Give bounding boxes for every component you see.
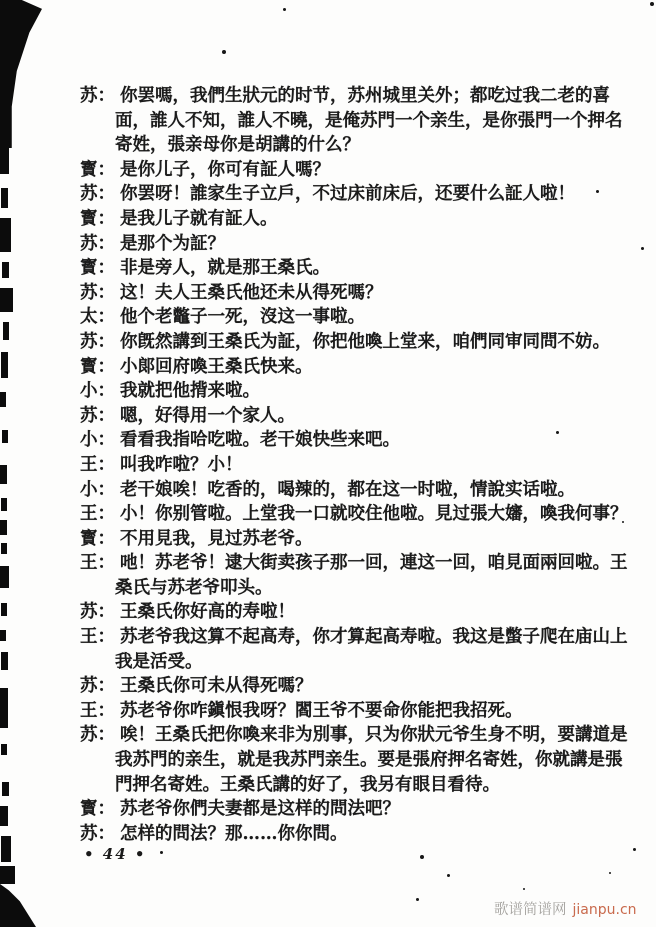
dialogue-line (80, 576, 636, 601)
dialogue-line (80, 109, 636, 134)
scan-artifact (0, 465, 7, 484)
dialogue-text: 桑氏与苏老爷叩头。 (115, 577, 273, 598)
dialogue-text: 小郞回府喚王桑氏快来。 (120, 356, 313, 377)
speaker-label: 苏： (80, 86, 115, 106)
scan-artifact (0, 392, 6, 407)
dialogue-text: 小！你别管啦。上堂我一口就咬住他啦。見过張大嬸，喚我何事？ (120, 504, 628, 525)
scan-artifact (1, 836, 11, 862)
scan-artifact (2, 262, 9, 278)
scan-artifact (0, 148, 9, 174)
dialogue-line (80, 748, 636, 773)
dialogue-text: 我苏門的亲生，就是我苏門亲生。要是張府押名寄姓，你就講是張 (115, 750, 623, 771)
dialogue-text: 門押名寄姓。王桑氏講的好了，我另有眼目看待。 (115, 774, 500, 795)
scan-artifact (1, 543, 7, 554)
dialogue-text: 嗯，好得用一个家人。 (120, 405, 295, 426)
scan-artifact (0, 520, 7, 535)
scan-artifact (3, 322, 9, 340)
dialogue-text: 寄姓，張亲母你是胡講的什么？ (115, 135, 360, 156)
speaker-label: 太： (80, 307, 115, 328)
dialogue-line (80, 502, 636, 527)
dialogue-text: 王桑氏你可未从得死嗎？ (120, 676, 313, 697)
scan-artifact (1, 352, 8, 378)
ink-speck (416, 898, 419, 901)
dialogue-text: 看看我指哈吃啦。老干娘快些来吧。 (120, 430, 400, 451)
speaker-label: 苏： (80, 233, 115, 254)
dialogue-text: 我是活受。 (115, 651, 203, 672)
speaker-label: 苏： (80, 602, 115, 623)
speaker-label: 王： (80, 553, 115, 574)
speaker-label: 苏： (80, 725, 115, 746)
ink-speck (283, 8, 286, 11)
dialogue-text: 这！夫人王桑氏他还未从得死嗎？ (120, 282, 383, 303)
scan-artifact (1, 188, 8, 208)
speaker-label: 寳： (80, 258, 115, 279)
dialogue-text: 吔！苏老爷！逮大街卖孩子那一回，連这一回，咱見面兩回啦。王 (120, 553, 628, 574)
ink-speck (447, 874, 450, 877)
dialogue-text: 你罢呀！誰家生子立戶，不过床前床后，还要什么証人啦！ (120, 184, 575, 205)
dialogue-line (80, 404, 636, 429)
dialogue-line (80, 379, 636, 404)
dialogue-text: 是我儿子就有証人。 (120, 208, 278, 229)
speaker-label: 小： (80, 381, 115, 402)
speaker-label: 王： (80, 454, 115, 475)
ink-speck (650, 2, 654, 6)
dialogue-text: 苏老爷我这算不起高寿，你才算起高寿啦。我这是蟞子爬在庙山上 (120, 627, 628, 648)
scan-artifact (0, 688, 8, 728)
dialogue-text: 你旣然講到王桑氏为証，你把他喚上堂来，咱們同审同問不妨。 (120, 331, 610, 352)
dialogue-line (80, 600, 636, 625)
scan-artifact (1, 744, 7, 755)
dialogue-line (80, 232, 636, 257)
dialogue-line (80, 207, 636, 232)
dialogue-line (80, 699, 636, 724)
ink-speck (420, 855, 424, 859)
dialogue-line (80, 330, 636, 355)
dialogue-text: 老干娘唉！吃香的，喝辣的，都在这一时啦，情說实话啦。 (120, 479, 575, 500)
ink-speck (160, 851, 163, 854)
speaker-label: 苏： (80, 823, 115, 844)
speaker-label: 苏： (80, 282, 115, 303)
speaker-label: 苏： (80, 405, 115, 426)
dialogue-line (80, 822, 636, 847)
dialogue-line (80, 281, 636, 306)
scan-artifact (0, 566, 9, 588)
ink-speck (222, 50, 226, 54)
dialogue-line (80, 797, 636, 822)
speaker-label: 寳： (80, 356, 115, 377)
speaker-label: 小： (80, 479, 115, 500)
dialogue-text: 是你儿子，你可有証人嗎？ (120, 159, 330, 180)
dialogue-line (80, 428, 636, 453)
dialogue-text: 非是旁人，就是那王桑氏。 (120, 258, 330, 279)
dialogue-line (80, 305, 636, 330)
speaker-label: 寳： (80, 159, 115, 180)
dialogue-text: 我就把他揹来啦。 (120, 381, 260, 402)
speaker-label: 寳： (80, 799, 115, 820)
scan-artifact-bottom-blob (0, 884, 36, 927)
scan-artifact (0, 866, 15, 884)
speaker-label: 苏： (80, 184, 115, 205)
dialogue-text: 是那个为証？ (120, 233, 225, 254)
scan-artifact (0, 806, 8, 826)
speaker-label: 王： (80, 627, 115, 648)
page-number: • 44 • (84, 845, 147, 863)
dialogue-text: 苏老爷你們夫妻都是这样的問法吧？ (120, 799, 400, 820)
scan-artifact (1, 652, 8, 670)
dialogue-text: 怎样的問法？那……你你問。 (120, 823, 348, 844)
dialogue-line (80, 478, 636, 503)
dialogue-line (80, 674, 636, 699)
dialogue-line (80, 625, 636, 650)
scan-artifact (2, 430, 8, 443)
scan-artifact (0, 288, 13, 312)
speaker-label: 王： (80, 700, 115, 721)
dialogue-line (80, 773, 636, 798)
dialogue-line (80, 84, 636, 109)
dialogue-text: 苏老爷你咋鎭恨我呀？閻王爷不要命你能把我招死。 (120, 700, 523, 721)
dialogue-text: 他个老鼈子一死，沒这一事啦。 (120, 307, 365, 328)
script-body (80, 84, 636, 846)
dialogue-text: 唉！王桑氏把你喚来非为別事，只为你狀元爷生身不明，要講道是 (120, 725, 628, 746)
dialogue-line (80, 723, 636, 748)
scan-artifact (1, 498, 7, 511)
scan-artifact (1, 603, 7, 616)
scan-artifact (0, 218, 11, 252)
ink-speck (633, 848, 636, 851)
dialogue-text: 你罢嗎，我們生狀元的时节，苏州城里关外；都吃过我二老的喜 (120, 86, 610, 106)
speaker-label: 王： (80, 504, 115, 525)
dialogue-text: 王桑氏你好高的寿啦！ (120, 602, 295, 623)
dialogue-line (80, 158, 636, 183)
dialogue-line (80, 650, 636, 675)
speaker-label: 苏： (80, 676, 115, 697)
watermark-site-url: jianpu.cn (572, 902, 637, 918)
dialogue-text: 面，誰人不知，誰人不曉，是俺苏門一个亲生，是你張門一个押名 (115, 110, 623, 131)
speaker-label: 寳： (80, 208, 115, 229)
dialogue-line (80, 453, 636, 478)
dialogue-text: 叫我咋啦？小！ (120, 454, 243, 475)
watermark (494, 898, 637, 919)
scan-artifact-binding-wedge (0, 0, 42, 148)
dialogue-line (80, 133, 636, 158)
dialogue-line (80, 256, 636, 281)
ink-speck (641, 247, 644, 250)
dialogue-text: 不用見我，見过苏老爷。 (120, 528, 313, 549)
dialogue-line (80, 355, 636, 380)
scan-artifact (0, 630, 6, 641)
dialogue-line (80, 551, 636, 576)
dialogue-line (80, 527, 636, 552)
speaker-label: 小： (80, 430, 115, 451)
dialogue-line (80, 182, 636, 207)
ink-speck (609, 872, 611, 874)
speaker-label: 寳： (80, 528, 115, 549)
ink-speck (523, 888, 525, 890)
scan-artifact (2, 782, 9, 796)
speaker-label: 苏： (80, 331, 115, 352)
watermark-site-name: 歌谱简谱网 (494, 902, 567, 918)
